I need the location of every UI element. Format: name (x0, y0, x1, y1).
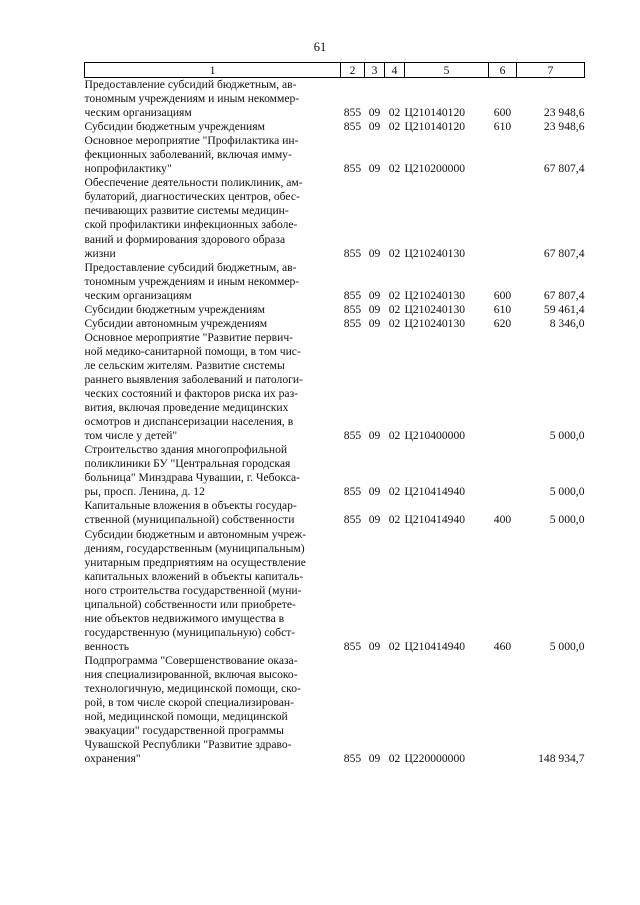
subsection-cell: 02 (388, 120, 401, 134)
table-row (85, 134, 585, 176)
column-header: 2 (341, 63, 365, 78)
description-line: Основное мероприятие "Развитие первич- (84, 330, 294, 344)
ministry-code-cell: 855 (343, 639, 362, 653)
section-cell: 09 (368, 288, 381, 302)
ministry-code-cell: 855 (343, 302, 362, 316)
description-line: тономным учреждениям и иным некоммер- (84, 274, 300, 288)
description-line: ры, просп. Ленина, д. 12 (84, 485, 205, 499)
amount-cell: 23 948,6 (543, 120, 585, 134)
description-cell (85, 528, 341, 654)
amount-cell: 5 000,0 (549, 485, 585, 499)
subsection-cell: 02 (388, 162, 401, 176)
section-cell: 09 (368, 302, 381, 316)
description-line: Субсидии бюджетным учреждениям (84, 120, 265, 134)
section-cell: 09 (368, 752, 381, 766)
description-line: больница" Минздрава Чувашии, г. Чебокса- (84, 471, 300, 485)
expense-type-cell (489, 443, 517, 499)
description-cell (85, 134, 341, 176)
description-line: ципальной) собственности или приобрете- (84, 597, 296, 611)
ministry-code-cell: 855 (343, 752, 362, 766)
column-header: 4 (385, 63, 405, 78)
description-line: Субсидии бюджетным и автономным учреж- (84, 527, 307, 541)
subsection-cell: 02 (388, 752, 401, 766)
description-line: печивающих развитие системы медицин- (84, 204, 289, 218)
subsection-cell: 02 (388, 513, 401, 527)
description-cell (85, 654, 341, 766)
description-line: ле сельским жителям. Развитие системы (84, 358, 285, 372)
description-line: Субсидии бюджетным учреждениям (84, 302, 265, 316)
expense-type-cell (489, 176, 517, 260)
section-cell: 09 (368, 246, 381, 260)
ministry-code-cell: 855 (343, 316, 362, 330)
description-line: ской профилактики инфекционных заболе- (84, 218, 298, 232)
column-header: 3 (365, 63, 385, 78)
target-article-cell: Ц210140120 (404, 106, 466, 120)
table-header-row (85, 63, 585, 78)
table-row (85, 331, 585, 443)
expense-type-cell: 600 (493, 288, 512, 302)
table-row (85, 176, 585, 260)
description-line: Чувашской Республики "Развитие здраво- (84, 738, 292, 752)
description-line: осмотров и диспансеризации населения, в (84, 415, 294, 429)
description-line: вития, включая проведение медицинских (84, 401, 289, 415)
ministry-code-cell: 855 (343, 288, 362, 302)
description-line: капитальных вложений в объекты капиталь- (84, 569, 304, 583)
description-line: ной медико-санитарной помощи, в том чис- (84, 344, 301, 358)
ministry-code-cell: 855 (343, 120, 362, 134)
description-line: технологичную, медицинской помощи, ско- (84, 682, 301, 696)
description-line: государственную (муниципальную) собст- (84, 625, 296, 639)
description-cell (85, 317, 341, 331)
subsection-cell: 02 (388, 429, 401, 443)
amount-cell: 5 000,0 (549, 513, 585, 527)
expense-type-cell: 610 (493, 302, 512, 316)
subsection-cell: 02 (388, 485, 401, 499)
budget-table (84, 62, 585, 766)
description-line: унитарным предприятиям на осуществление (84, 555, 306, 569)
description-line: ческих состояний и факторов риска их раз- (84, 387, 299, 401)
target-article-cell: Ц210200000 (404, 162, 466, 176)
expense-type-cell: 620 (493, 316, 512, 330)
target-article-cell: Ц210400000 (404, 429, 466, 443)
table-row (85, 443, 585, 499)
amount-cell: 67 807,4 (543, 246, 585, 260)
description-line: ния специализированной, включая высоко- (84, 667, 298, 681)
section-cell: 09 (368, 316, 381, 330)
subsection-cell: 02 (388, 639, 401, 653)
column-header: 5 (405, 63, 489, 78)
section-cell: 09 (368, 485, 381, 499)
amount-cell: 23 948,6 (543, 106, 585, 120)
description-line: ческим организациям (84, 288, 192, 302)
description-line: том числе у детей" (84, 429, 178, 443)
table-row (85, 654, 585, 766)
description-line: тономным учреждениям и иным некоммер- (84, 92, 300, 106)
section-cell: 09 (368, 429, 381, 443)
description-line: Предоставление субсидий бюджетным, ав- (84, 260, 297, 274)
ministry-code-cell: 855 (343, 429, 362, 443)
table-row (85, 261, 585, 303)
expense-type-cell: 460 (493, 639, 512, 653)
target-article-cell: Ц210240130 (404, 316, 466, 330)
target-article-cell: Ц210240130 (404, 288, 466, 302)
ministry-code-cell: 855 (343, 246, 362, 260)
subsection-cell: 02 (388, 288, 401, 302)
description-line: ваний и формирования здорового образа (84, 232, 286, 246)
description-cell (85, 78, 341, 121)
column-header: 1 (85, 63, 341, 78)
table-row (85, 120, 585, 134)
description-line: нопрофилактику" (84, 162, 172, 176)
description-line: ственной (муниципальной) собственности (84, 513, 295, 527)
amount-cell: 5 000,0 (549, 639, 585, 653)
table-row (85, 499, 585, 527)
ministry-code-cell: 855 (343, 485, 362, 499)
section-cell: 09 (368, 162, 381, 176)
ministry-code-cell: 855 (343, 106, 362, 120)
table-row (85, 317, 585, 331)
table-row (85, 528, 585, 654)
expense-type-cell (489, 134, 517, 176)
description-line: раннего выявления заболеваний и патологи- (84, 372, 303, 386)
amount-cell: 67 807,4 (543, 162, 585, 176)
description-line: Субсидии автономным учреждениям (84, 316, 268, 330)
expense-type-cell: 610 (493, 120, 512, 134)
amount-cell: 5 000,0 (549, 429, 585, 443)
target-article-cell: Ц210140120 (404, 120, 466, 134)
expense-type-cell: 400 (493, 513, 512, 527)
description-line: ческим организациям (84, 106, 192, 120)
amount-cell: 148 934,7 (538, 752, 585, 766)
ministry-code-cell: 855 (343, 162, 362, 176)
description-cell (85, 176, 341, 260)
description-line: ного строительства государственной (муни- (84, 583, 302, 597)
description-cell (85, 443, 341, 499)
description-line: Строительство здания многопрофильной (84, 443, 288, 457)
description-cell (85, 499, 341, 527)
expense-type-cell (489, 654, 517, 766)
amount-cell: 67 807,4 (543, 288, 585, 302)
section-cell: 09 (368, 513, 381, 527)
subsection-cell: 02 (388, 246, 401, 260)
description-line: Капитальные вложения в объекты государ- (84, 499, 297, 513)
description-line: Основное мероприятие "Профилактика ин- (84, 134, 299, 148)
target-article-cell: Ц210414940 (404, 639, 466, 653)
column-header: 7 (517, 63, 585, 78)
amount-cell: 8 346,0 (549, 316, 585, 330)
table-row (85, 78, 585, 121)
description-cell (85, 120, 341, 134)
description-line: рой, в том числе скорой специализирован- (84, 696, 294, 710)
section-cell: 09 (368, 106, 381, 120)
description-line: ние объектов недвижимого имущества в (84, 611, 285, 625)
description-line: Обеспечение деятельности поликлиник, ам- (84, 176, 303, 190)
target-article-cell: Ц210414940 (404, 513, 466, 527)
target-article-cell: Ц210240130 (404, 246, 466, 260)
description-cell (85, 261, 341, 303)
description-line: поликлиники БУ "Центральная городская (84, 457, 291, 471)
description-line: жизни (84, 246, 116, 260)
section-cell: 09 (368, 639, 381, 653)
description-cell (85, 303, 341, 317)
description-line: булаторий, диагностических центров, обес- (84, 190, 300, 204)
target-article-cell: Ц210414940 (404, 485, 466, 499)
description-line: дениям, государственным (муниципальным) (84, 541, 305, 555)
target-article-cell: Ц210240130 (404, 302, 466, 316)
description-line: венность (84, 639, 130, 653)
amount-cell: 59 461,4 (543, 302, 585, 316)
page-number: 61 (313, 40, 327, 54)
subsection-cell: 02 (388, 302, 401, 316)
subsection-cell: 02 (388, 316, 401, 330)
section-cell: 09 (368, 120, 381, 134)
ministry-code-cell: 855 (343, 513, 362, 527)
target-article-cell: Ц220000000 (404, 752, 466, 766)
description-line: Предоставление субсидий бюджетным, ав- (84, 78, 297, 91)
description-line: охранения" (84, 752, 141, 766)
description-line: эвакуации" государственной программы (84, 724, 284, 738)
table-row (85, 303, 585, 317)
expense-type-cell: 600 (493, 106, 512, 120)
description-line: Подпрограмма "Совершенствование оказа- (84, 653, 298, 667)
description-line: фекционных заболеваний, включая имму- (84, 148, 292, 162)
subsection-cell: 02 (388, 106, 401, 120)
description-line: ной, медицинской помощи, медицинской (84, 710, 288, 724)
table-body (85, 78, 585, 767)
description-cell (85, 331, 341, 443)
column-header: 6 (489, 63, 517, 78)
expense-type-cell (489, 331, 517, 443)
